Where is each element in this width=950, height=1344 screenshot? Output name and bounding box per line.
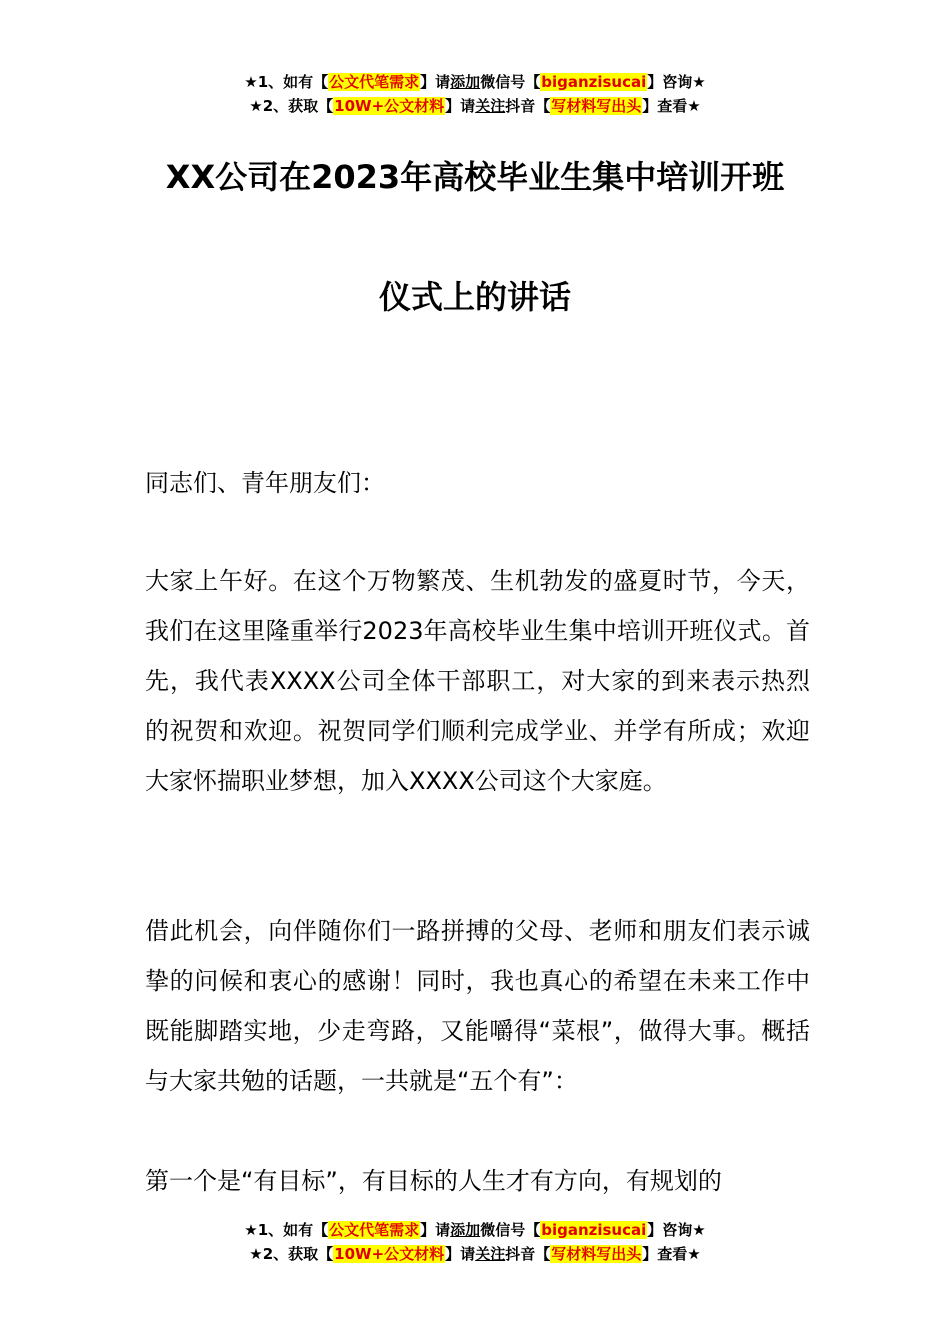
highlight-service: 公文代笔需求 [329, 1221, 420, 1239]
highlight-service: 公文代笔需求 [329, 73, 420, 91]
paragraph: 大家上午好。在这个万物繁茂、生机勃发的盛夏时节，今天，我们在这里隆重举行2023年高校毕业生集中培训开班仪式。首先，我代表XXXX公司全体干部职工，对大家的到来表示热烈的祝贺和欢迎。祝贺同学们顺利完成学业、并学有所成；欢迎大家怀揣职业梦想，加入XXXX公司这个大家庭。 [145, 567, 810, 795]
banner-text: 】请 [445, 97, 476, 115]
banner-text: 1、如有【 [257, 73, 329, 91]
footer-banner [0, 1218, 950, 1266]
banner-text: 2、获取【 [262, 1245, 334, 1263]
highlight-douyin: 写材料写出头 [551, 97, 642, 115]
banner-text: 】请 [420, 1221, 451, 1239]
banner-text: 】咨询 [647, 73, 693, 91]
banner-text: 抖音【 [505, 1245, 551, 1263]
highlight-wechat-id: biganzisucai [541, 73, 647, 91]
underlined-text: 关注 [475, 1245, 506, 1263]
underlined-text: 添加 [450, 1221, 481, 1239]
banner-text: 微信号【 [480, 1221, 541, 1239]
highlight-materials: 10W+公文材料 [334, 1245, 445, 1263]
header-banner [0, 70, 950, 118]
star-icon: ★ [249, 97, 263, 115]
highlight-douyin: 写材料写出头 [551, 1245, 642, 1263]
banner-line-1 [0, 1218, 950, 1242]
paragraph: 借此机会，向伴随你们一路拼搏的父母、老师和朋友们表示诚挚的问候和衷心的感谢！同时，我也真心的希望在未来工作中既能脚踏实地，少走弯路，又能嚼得“菜根”，做得大事。概括与大家共勉的话题，一共就是“五个有”： [145, 917, 810, 1095]
banner-text: 】查看 [642, 97, 688, 115]
star-icon: ★ [687, 1245, 701, 1263]
banner-text: 】查看 [642, 1245, 688, 1263]
document-title-line-2: 仪式上的讲话 [378, 278, 571, 316]
underlined-text: 添加 [450, 73, 481, 91]
banner-text: 抖音【 [505, 97, 551, 115]
banner-text: 2、获取【 [262, 97, 334, 115]
star-icon: ★ [244, 73, 258, 91]
document-title-line-1: XX公司在2023年高校毕业生集中培训开班 [165, 158, 785, 196]
banner-text: 】咨询 [647, 1221, 693, 1239]
salutation: 同志们、青年朋友们： [145, 469, 385, 497]
banner-text: 1、如有【 [257, 1221, 329, 1239]
banner-text: 】请 [445, 1245, 476, 1263]
star-icon: ★ [692, 1221, 706, 1239]
paragraph: 第一个是“有目标”，有目标的人生才有方向，有规划的 [145, 1167, 722, 1195]
banner-text: 微信号【 [480, 73, 541, 91]
highlight-wechat-id: biganzisucai [541, 1221, 647, 1239]
star-icon: ★ [244, 1221, 258, 1239]
star-icon: ★ [687, 97, 701, 115]
banner-text: 】请 [420, 73, 451, 91]
star-icon: ★ [249, 1245, 263, 1263]
banner-line-2 [0, 1242, 950, 1266]
star-icon: ★ [692, 73, 706, 91]
highlight-materials: 10W+公文材料 [334, 97, 445, 115]
banner-line-1 [0, 70, 950, 94]
underlined-text: 关注 [475, 97, 506, 115]
banner-line-2 [0, 94, 950, 118]
